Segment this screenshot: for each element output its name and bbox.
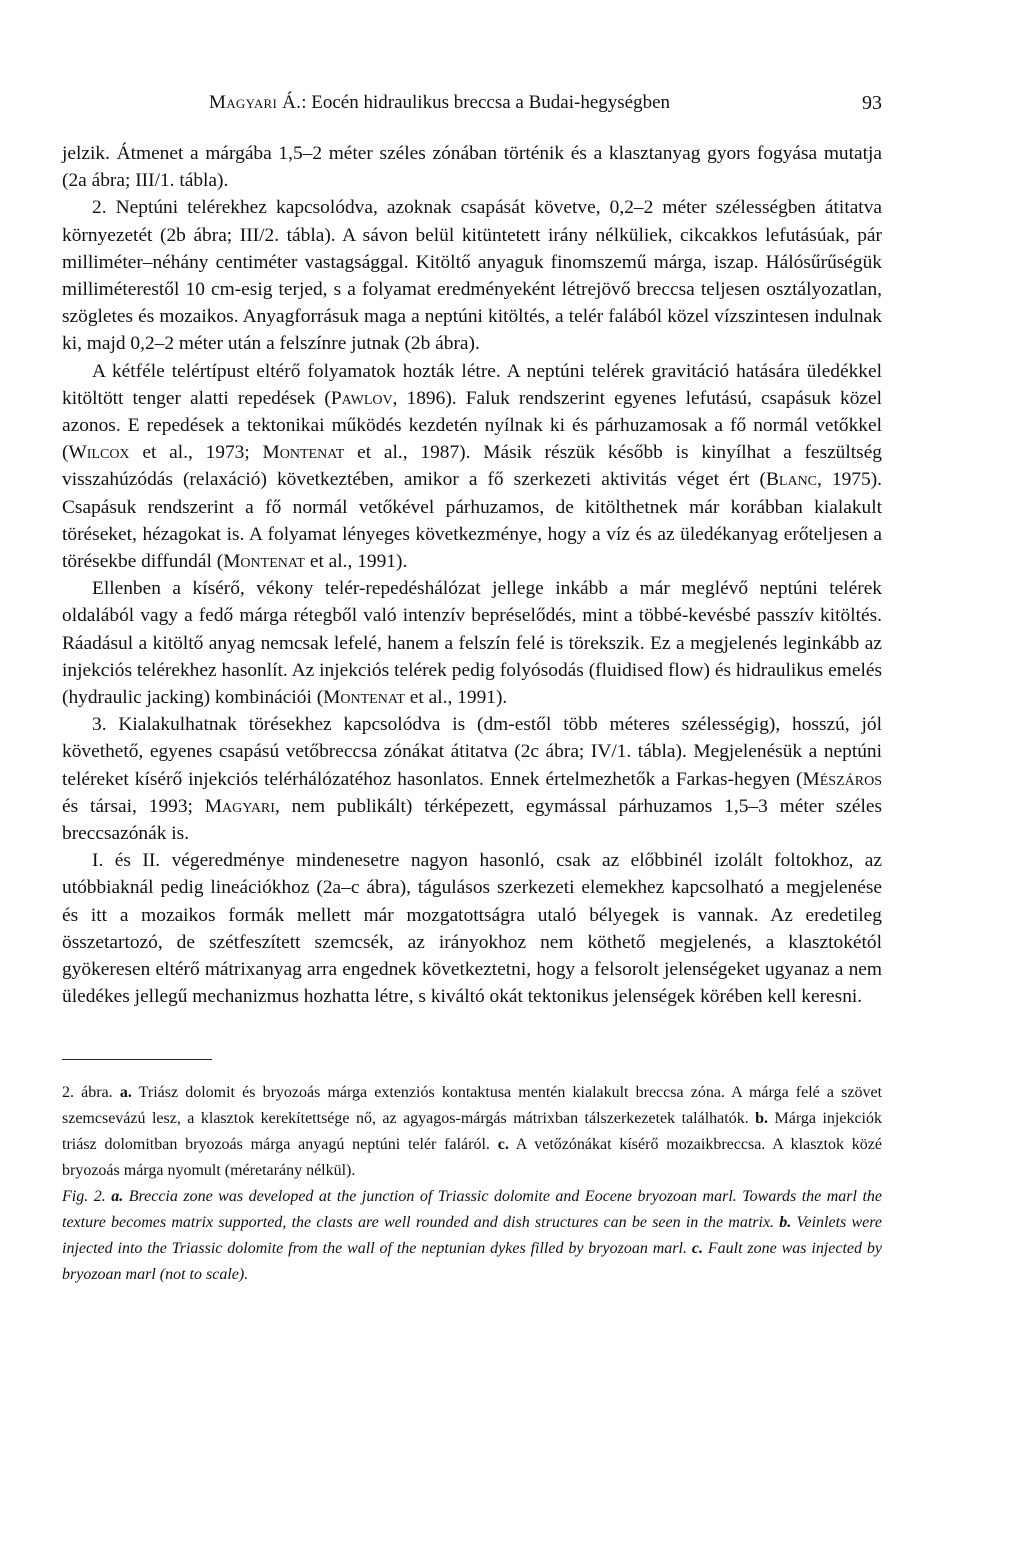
citation-author: Magyari xyxy=(204,795,275,817)
citation-author: Blanc xyxy=(765,469,818,491)
caption-text: Triász dolomit és bryozoás márga extenziós kontaktusa mentén kialakult breccsa zóna. A márga felé a szövet szemcsevázú lesz, a klasztok kerekítettsége nő, az agyagos-márgás mátrixban tálszerkezetek találhatók. xyxy=(62,1083,883,1127)
running-head xyxy=(62,88,882,122)
text-run: Ellenben a kísérő, vékony telér-repedéshálózat jellege inkább a már meglévő neptúni telérek oldalából vagy a fedő márga rétegből való intenzív bepréselődés, mint a többé-kevésbé passzív kitöltés. Ráadásul a kitöltő anyag nemcsak lefelé, hanem a felszín felé is törekszik. Ez a megjelenés leginkább az injekciós telérekhez hasonlít. Az injekciós telérek pedig folyósodás (fluidised flow) és hidraulikus emelés (hydraulic jacking) kombinációi ( xyxy=(62,578,882,709)
caption-hungarian xyxy=(62,1080,882,1184)
text-run: , 1896). Faluk rendszerint egyenes lefutású, csapásuk közel azonos. E repedések a tektonikai működés kezdetén nyílnak ki és párhuzamosak a fő normál vetőkkel ( xyxy=(62,387,882,464)
caption-text: Fault zone was injected by bryozoan marl (not to scale). xyxy=(62,1239,882,1283)
citation-author: Wilcox xyxy=(68,442,130,464)
running-head-author: Magyari Á. xyxy=(209,92,302,113)
text-run: 3. Kialakulhatnak törésekhez kapcsolódva is (dm-estől több méteres szélességig), hosszú, jól követhető, egyenes csapású vetőbreccsa zónákat átitatva (2c ábra; IV/1. tábla). Megjelenésük a neptúni teléreket kísérő injekciós telérhálózatéhoz hasonlatos. Ennek értelmezhetők a Farkas-hegyen ( xyxy=(62,714,882,790)
figure-caption xyxy=(62,1080,882,1288)
text-run: et al., 1987). Másik részük később is kinyílhat a feszültség visszahúzódás (relaxáció) következtében, amikor a fő szerkezeti aktivitás véget ért ( xyxy=(62,442,882,491)
paragraph-injection-network xyxy=(62,575,882,711)
text-run: et al., 1991). xyxy=(304,551,408,573)
caption-part-label: c. xyxy=(691,1239,703,1257)
body-text xyxy=(62,140,882,1011)
text-run: , 1975). Csapásuk rendszerint a fő normál vetőkével párhuzamos, de kitölthetnek már korábban kialakult töréseket, hézagokat is. A folyamat lényeges következménye, hogy a víz és az üledékanyag erőteljesen a törésekbe diffundál ( xyxy=(62,469,882,573)
caption-text: A vetőzónákat kísérő mozaikbreccsa. A klasztok közé bryozoás márga nyomult (méretarány nélkül). xyxy=(62,1135,883,1179)
text-run: és társai, 1993; xyxy=(62,795,205,817)
caption-part-label: c. xyxy=(497,1135,509,1153)
citation-author: Mészáros xyxy=(802,768,882,790)
running-head-title: Eocén hidraulikus breccsa a Budai-hegységben xyxy=(311,92,671,113)
paragraph-fault-zones xyxy=(62,711,882,847)
caption-label: Fig. 2. xyxy=(62,1187,106,1205)
caption-part-label: b. xyxy=(779,1213,792,1231)
text-run: A kétféle telértípust eltérő folyamatok hozták létre. A neptúni telérek gravitáció hatására üledékkel kitöltött tenger alatti repedések ( xyxy=(62,360,882,409)
citation-author: Montenat xyxy=(223,551,305,573)
journal-page xyxy=(62,88,882,1288)
caption-part-label: a. xyxy=(111,1187,124,1205)
paragraph-neptunian-dykes: 2. Neptúni telérekhez kapcsolódva, azoknak csapását követve, 0,2–2 méter szélességben átitatva környezetét (2b ábra; III/2. tábla). A sávon belül kitüntetett irány nélküliek, cikcakkos lefutásúak, pár milliméter–néhány centiméter vastagsággal. Kitöltő anyaguk finomszemű márga, iszap. Hálósűrűségük milliméterestől 10 cm-esig terjed, s a folyamat eredményeként létrejövő breccsa teljesen osztályozatlan, szögletes és mozaikos. Anyagforrásuk maga a neptúni kitöltés, a telér falából közel vízszintesen indulnak ki, majd 0,2–2 méter után a felszínre jutnak (2b ábra). xyxy=(62,197,882,355)
running-title xyxy=(209,92,670,114)
caption-text: Márga injekciók triász dolomitban bryozoás márga anyagú neptúni telér faláról. xyxy=(62,1109,882,1153)
citation-author: Montenat xyxy=(262,442,345,464)
caption-text: Veinlets were injected into the Triassic dolomite from the wall of the neptunian dykes filled by bryozoan marl. xyxy=(62,1213,882,1257)
caption-english xyxy=(62,1184,882,1288)
paragraph-continuation: jelzik. Átmenet a márgába 1,5–2 méter széles zónában történik és a klasztanyag gyors fogyása mutatja (2a ábra; III/1. tábla). xyxy=(62,143,882,192)
caption-divider xyxy=(62,1059,212,1060)
text-run: , nem publikált) térképezett, egymással párhuzamos 1,5–3 méter széles breccsazónák is. xyxy=(62,795,883,845)
caption-label: 2. ábra. xyxy=(62,1083,113,1101)
running-head-separator: : xyxy=(301,92,312,113)
citation-author: Montenat xyxy=(323,687,405,709)
text-run: et al., 1991). xyxy=(404,687,508,709)
caption-text: Breccia zone was developed at the junction of Triassic dolomite and Eocene bryozoan marl. Towards the marl the texture becomes matrix supported, the clasts are well rounded and dish structures can be seen in the matrix. xyxy=(62,1187,883,1231)
page-number: 93 xyxy=(862,92,882,114)
caption-part-label: a. xyxy=(119,1083,132,1101)
paragraph-two-dyke-types xyxy=(62,358,882,576)
citation-author: Pawlov xyxy=(330,387,393,409)
caption-part-label: b. xyxy=(755,1109,769,1127)
paragraph-conclusion: I. és II. végeredménye mindenesetre nagyon hasonló, csak az előbbinél izolált foltokhoz, az utóbbiaknál pedig lineációkhoz (2a–c ábra), tágulásos szerkezeti elemekhez kapcsolható a megjelenése és itt a mozaikos formák mellett már mozgatottságra utaló bélyegek is vannak. Az eredetileg összetartozó, de szétfeszített szemcsék, az irányokhoz nem köthető megjelenés, a klasztokétól gyökeresen eltérő mátrixanyag arra engednek következtetni, hogy a felsorolt jelenségeket ugyanaz a nem üledékes jellegű mechanizmus hozhatta létre, s kiváltó okát tektonikus jelenségek körében kell keresni. xyxy=(62,850,882,1008)
text-run: et al., 1973; xyxy=(129,442,263,464)
